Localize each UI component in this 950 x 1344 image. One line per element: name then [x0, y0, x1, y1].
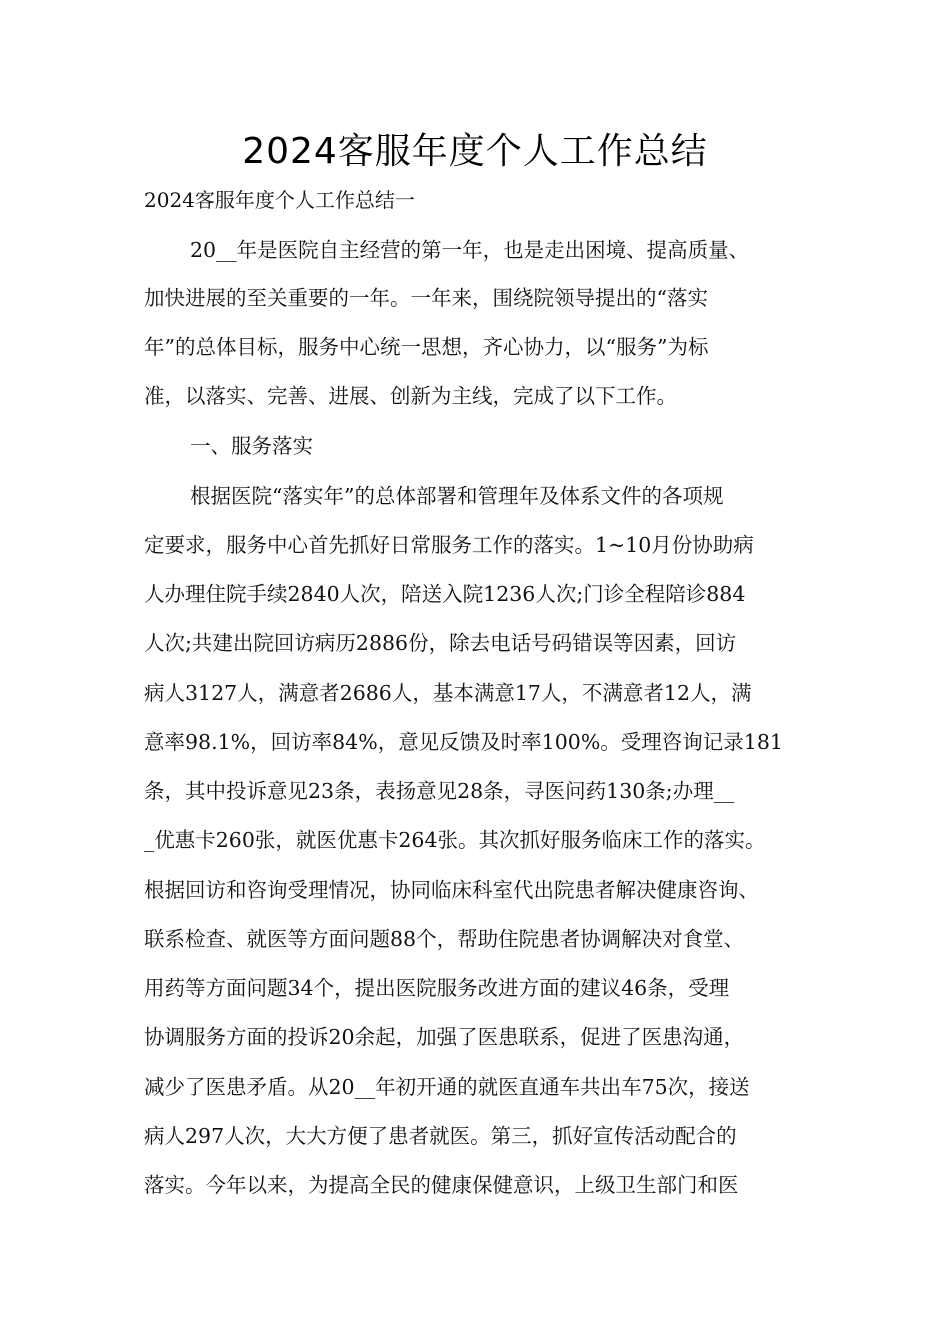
text-line: 根据回访和咨询受理情况，协同临床科室代出院患者解决健康咨询、	[144, 878, 759, 902]
text-line: 病人3127人，满意者2686人，基本满意17人，不满意者12人，满	[144, 681, 752, 705]
text-line: 落实。今年以来，为提高全民的健康保健意识，上级卫生部门和医	[144, 1173, 739, 1197]
text-line: 人次;共建出院回访病历2886份，除去电话号码错误等因素，回访	[144, 631, 737, 655]
text-line: 20__年是医院自主经营的第一年，也是走出困境、提高质量、	[190, 238, 750, 262]
section-heading: 一、服务落实	[190, 434, 313, 458]
text-line: 年”的总体目标，服务中心统一思想，齐心协力，以“服务”为标	[144, 335, 709, 359]
text-line: 用药等方面问题34个，提出医院服务改进方面的建议46条，受理	[144, 976, 730, 1000]
text-line: 准，以落实、完善、进展、创新为主线，完成了以下工作。	[144, 384, 677, 408]
text-line: 意率98.1%，回访率84%，意见反馈及时率100%。受理咨询记录181	[144, 730, 783, 754]
text-line: 联系检查、就医等方面问题88个，帮助住院患者协调解决对食堂、	[144, 927, 745, 951]
text-line: 加快进展的至关重要的一年。一年来，围绕院领导提出的“落实	[144, 286, 708, 310]
document-title: 2024客服年度个人工作总结	[242, 131, 708, 172]
text-line: 协调服务方面的投诉20余起，加强了医患联系，促进了医患沟通，	[144, 1025, 745, 1049]
text-line: 根据医院“落实年”的总体部署和管理年及体系文件的各项规	[190, 484, 724, 508]
section-subtitle: 2024客服年度个人工作总结一	[144, 188, 415, 212]
text-line: 条，其中投诉意见23条，表扬意见28条，寻医问药130条;办理__	[144, 779, 735, 803]
text-line: _优惠卡260张，就医优惠卡264张。其次抓好服务临床工作的落实。	[144, 828, 766, 852]
text-line: 病人297人次，大大方便了患者就医。第三，抓好宣传活动配合的	[144, 1124, 737, 1148]
text-line: 定要求，服务中心首先抓好日常服务工作的落实。1~10月份协助病	[144, 533, 754, 557]
text-line: 减少了医患矛盾。从20__年初开通的就医直通车共出车75次，接送	[144, 1075, 750, 1099]
text-line: 人办理住院手续2840人次，陪送入院1236人次;门诊全程陪诊884	[144, 582, 746, 606]
